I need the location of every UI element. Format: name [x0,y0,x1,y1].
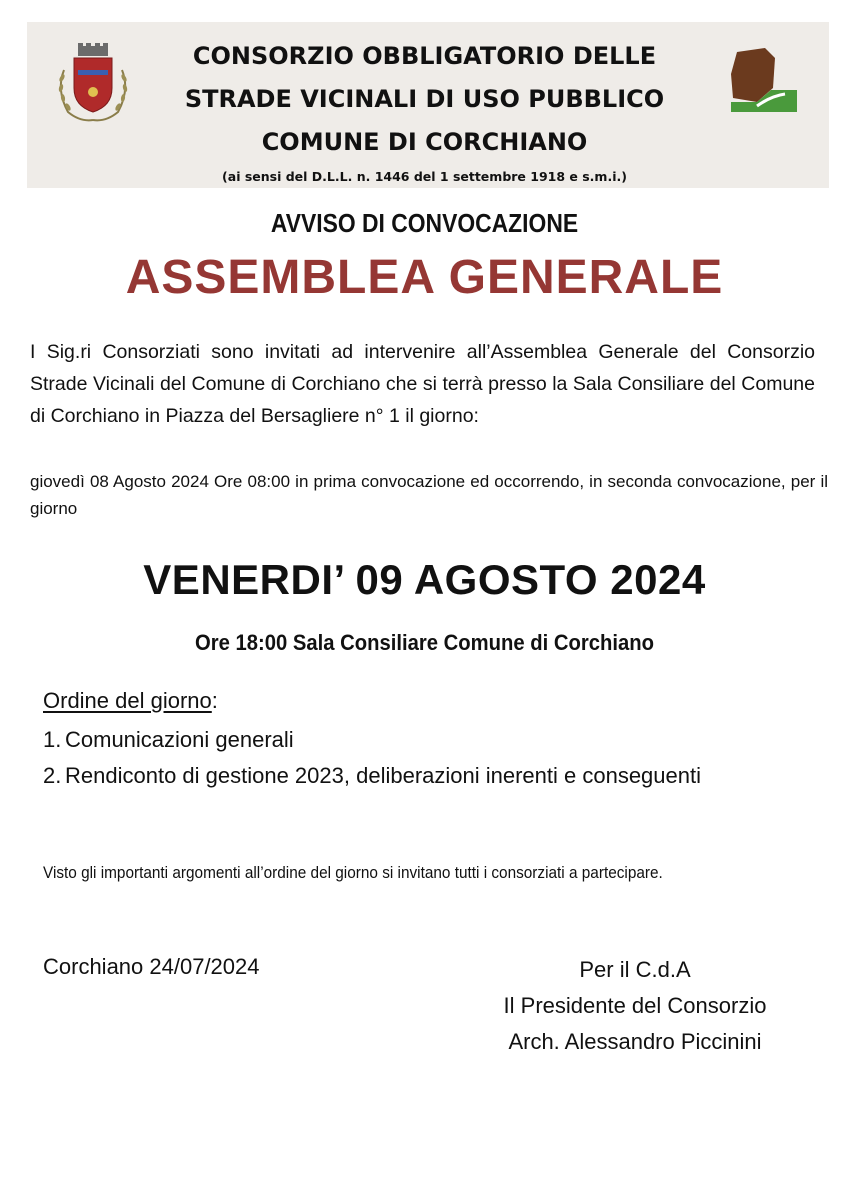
header-legal-note: (ai sensi del D.L.L. n. 1446 del 1 settembre 1918 e s.m.i.) [222,169,627,184]
meeting-time-place: Ore 18:00 Sala Consiliare Comune di Corchiano [195,630,654,655]
notice-subtitle: AVVISO DI CONVOCAZIONE [270,208,579,238]
signature-block [480,952,790,1060]
meeting-date: VENERDI’ 09 AGOSTO 2024 [143,556,706,603]
notice-title: ASSEMBLEA GENERALE [125,251,724,304]
agenda-title [43,688,218,714]
intro-paragraph: I Sig.ri Consorziati sono invitati ad intervenire all’Assemblea Generale del Consorzio Strade Vicinali del Comune di Corchiano che si terrà presso la Sala Consiliare del Comune di Corchiano in Piazza del Bersagliere n° 1 il giorno: [30,341,815,427]
agenda-item-text: Comunicazioni generali [65,727,294,752]
agenda-title-colon: : [211,688,218,713]
first-convocation-paragraph: giovedì 08 Agosto 2024 Ore 08:00 in prima convocazione ed occorrendo, in seconda convocazione, per il giorno [30,472,828,518]
agenda-item-text: Rendiconto di gestione 2023, deliberazioni inerenti e conseguenti [65,763,702,788]
agenda-item-number: 2. [43,763,62,788]
agenda-item-number: 1. [43,727,62,752]
agenda-list [43,722,701,794]
header-line-1: CONSORZIO OBBLIGATORIO DELLE [192,42,657,70]
signature-line-1: Per il C.d.A [579,957,691,982]
header-line-3: COMUNE DI CORCHIANO [261,128,588,156]
agenda-item [43,758,701,794]
signature-line-2: Il Presidente del Consorzio [503,993,767,1018]
agenda-item [43,722,701,758]
signature-line-3: Arch. Alessandro Piccinini [508,1029,762,1054]
agenda-title-text: Ordine del giorno [43,688,212,713]
invitation-note: Visto gli importanti argomenti all’ordine del giorno si invitano tutti i consorziati a partecipare. [43,864,663,882]
place-and-date: Corchiano 24/07/2024 [43,954,260,979]
header-line-2: STRADE VICINALI DI USO PUBBLICO [184,85,665,113]
